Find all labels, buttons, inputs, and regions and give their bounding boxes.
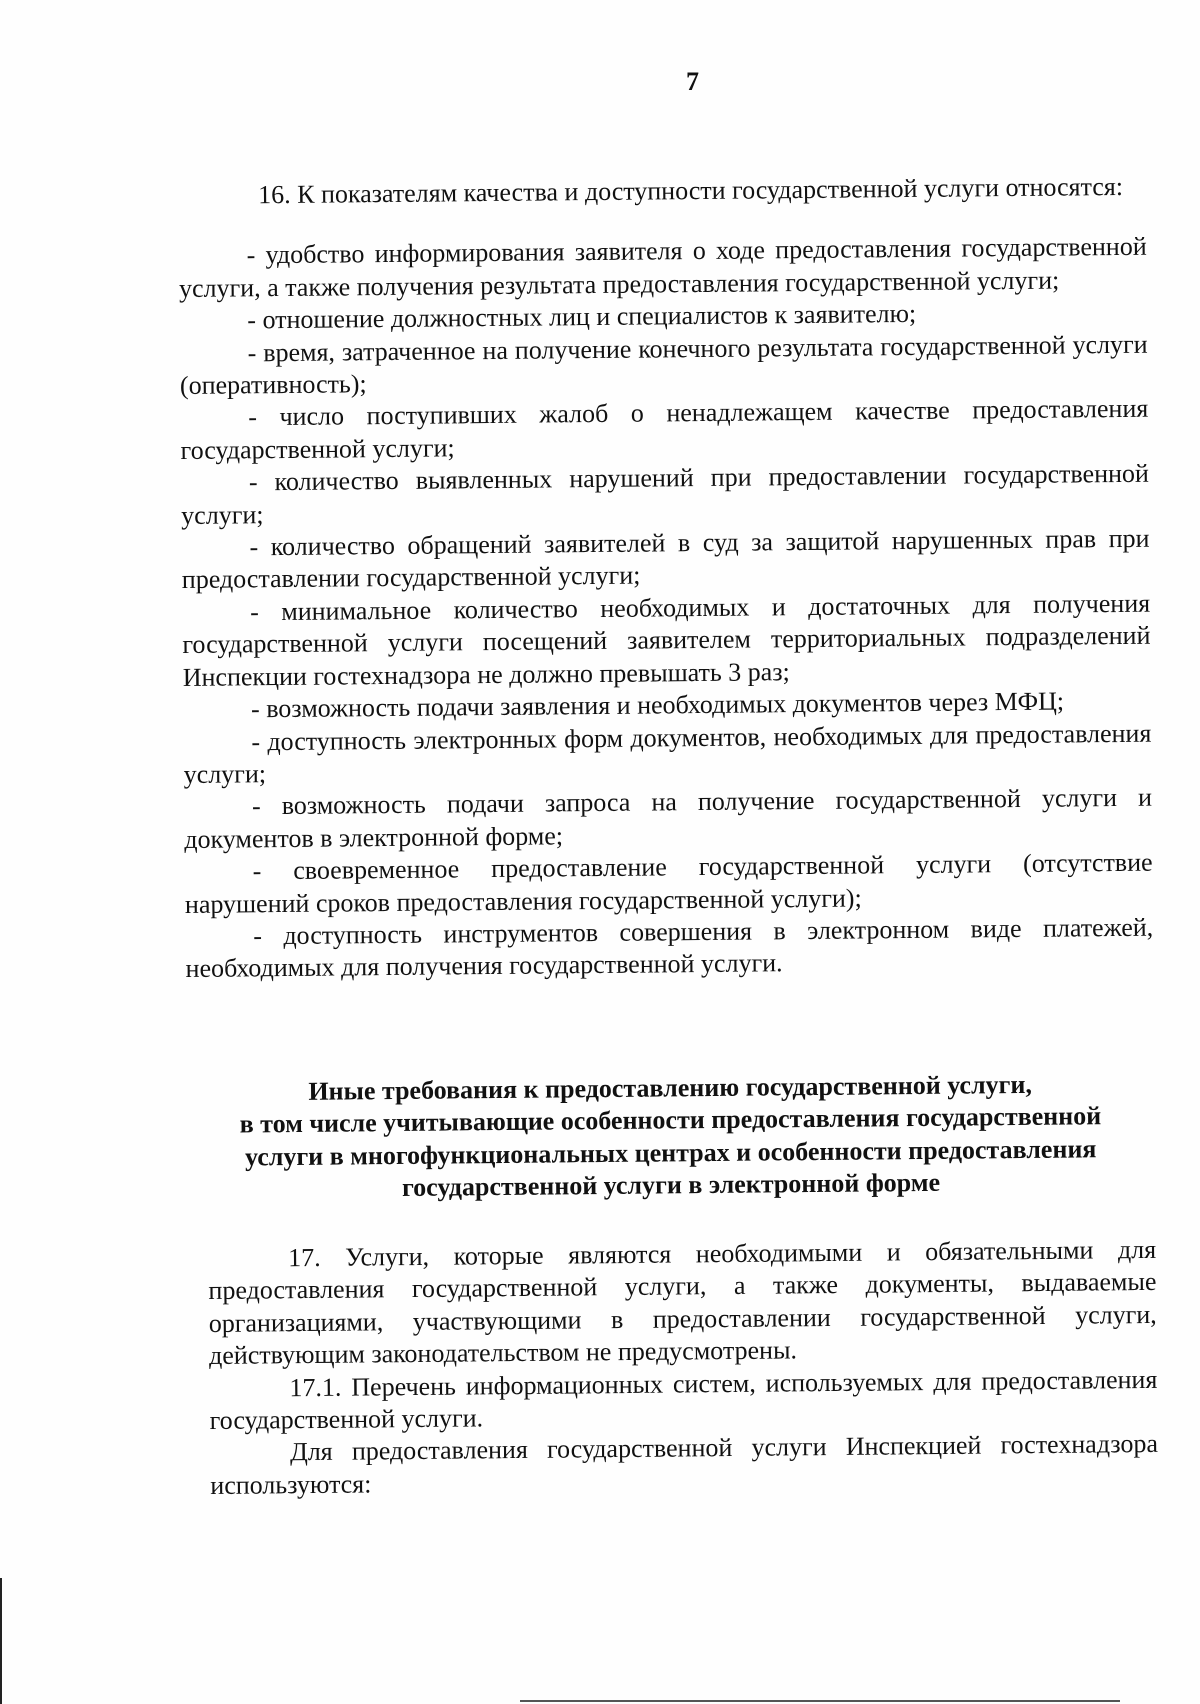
quality-item: - количество обращений заявителей в суд за защитой нарушенных прав при предоставлении государственной услуги; xyxy=(181,523,1150,595)
quality-item: - возможность подачи заявления и необходимых документов через МФЦ; xyxy=(250,686,1065,724)
systems-used-paragraph: Для предоставления государственной услуги Инспекцией гостехнадзора используются: xyxy=(210,1429,1159,1500)
quality-item: - отношение должностных лиц и специалистов к заявителю; xyxy=(247,299,917,335)
quality-item: - возможность подачи запроса на получение государственной услуги и документов в электронной форме; xyxy=(184,782,1153,854)
scan-edge-mark xyxy=(0,1578,2,1704)
quality-item: - минимальное количество необходимых и достаточных для получения государственной услуги посещений заявителем территориальных подразделений Инспекции гостехнадзора не должно превышать 3 раз; xyxy=(182,588,1151,692)
heading-line: Иные требования к предоставлению государственной услуги, xyxy=(308,1069,1033,1106)
section-17-paragraph: 17. Услуги, которые являются необходимыми и обязательными для предоставления государственной услуги, а также документы, выдаваемые организациями, участвующими в предоставлении государственной услуги, действующим законодательством не предусмотрены. xyxy=(208,1234,1157,1371)
quality-item: - удобство информирования заявителя о ходе предоставления государственной услуги, а также получения результата предоставления государственной услуги; xyxy=(178,232,1147,303)
heading-line: услуги в многофункциональных центрах и особенности предоставления xyxy=(244,1134,1097,1172)
section-heading xyxy=(190,1068,1151,1207)
quality-item: - своевременное предоставление государственной услуги (отсутствие нарушений сроков предоставления государственной услуги); xyxy=(184,847,1153,919)
quality-item: - время, затраченное на получение конечного результата государственной услуги (оперативность); xyxy=(179,329,1148,401)
quality-item: - количество выявленных нарушений при предоставлении государственной услуги; xyxy=(181,458,1150,530)
quality-item: - число поступивших жалоб о ненадлежащем качестве предоставления государственной услуги; xyxy=(180,394,1149,465)
quality-item: - доступность инструментов совершения в электронном виде платежей, необходимых для получения государственной услуги. xyxy=(185,912,1154,984)
quality-item: - доступность электронных форм документов, необходимых для предоставления услуги; xyxy=(183,718,1152,789)
page-number: 7 xyxy=(686,67,699,96)
section-16-intro: 16. К показателям качества и доступности государственной услуги относятся: xyxy=(258,171,1124,210)
section-17-1-paragraph: 17.1. Перечень информационных систем, используемых для предоставления государственной услуги. xyxy=(209,1364,1158,1436)
heading-line: в том числе учитывающие особенности предоставления государственной xyxy=(239,1101,1102,1139)
section-17 xyxy=(208,1234,1158,1502)
section-16 xyxy=(178,171,1154,986)
heading-line: государственной услуги в электронной форме xyxy=(401,1168,941,1203)
scan-edge-line xyxy=(520,1700,1120,1702)
